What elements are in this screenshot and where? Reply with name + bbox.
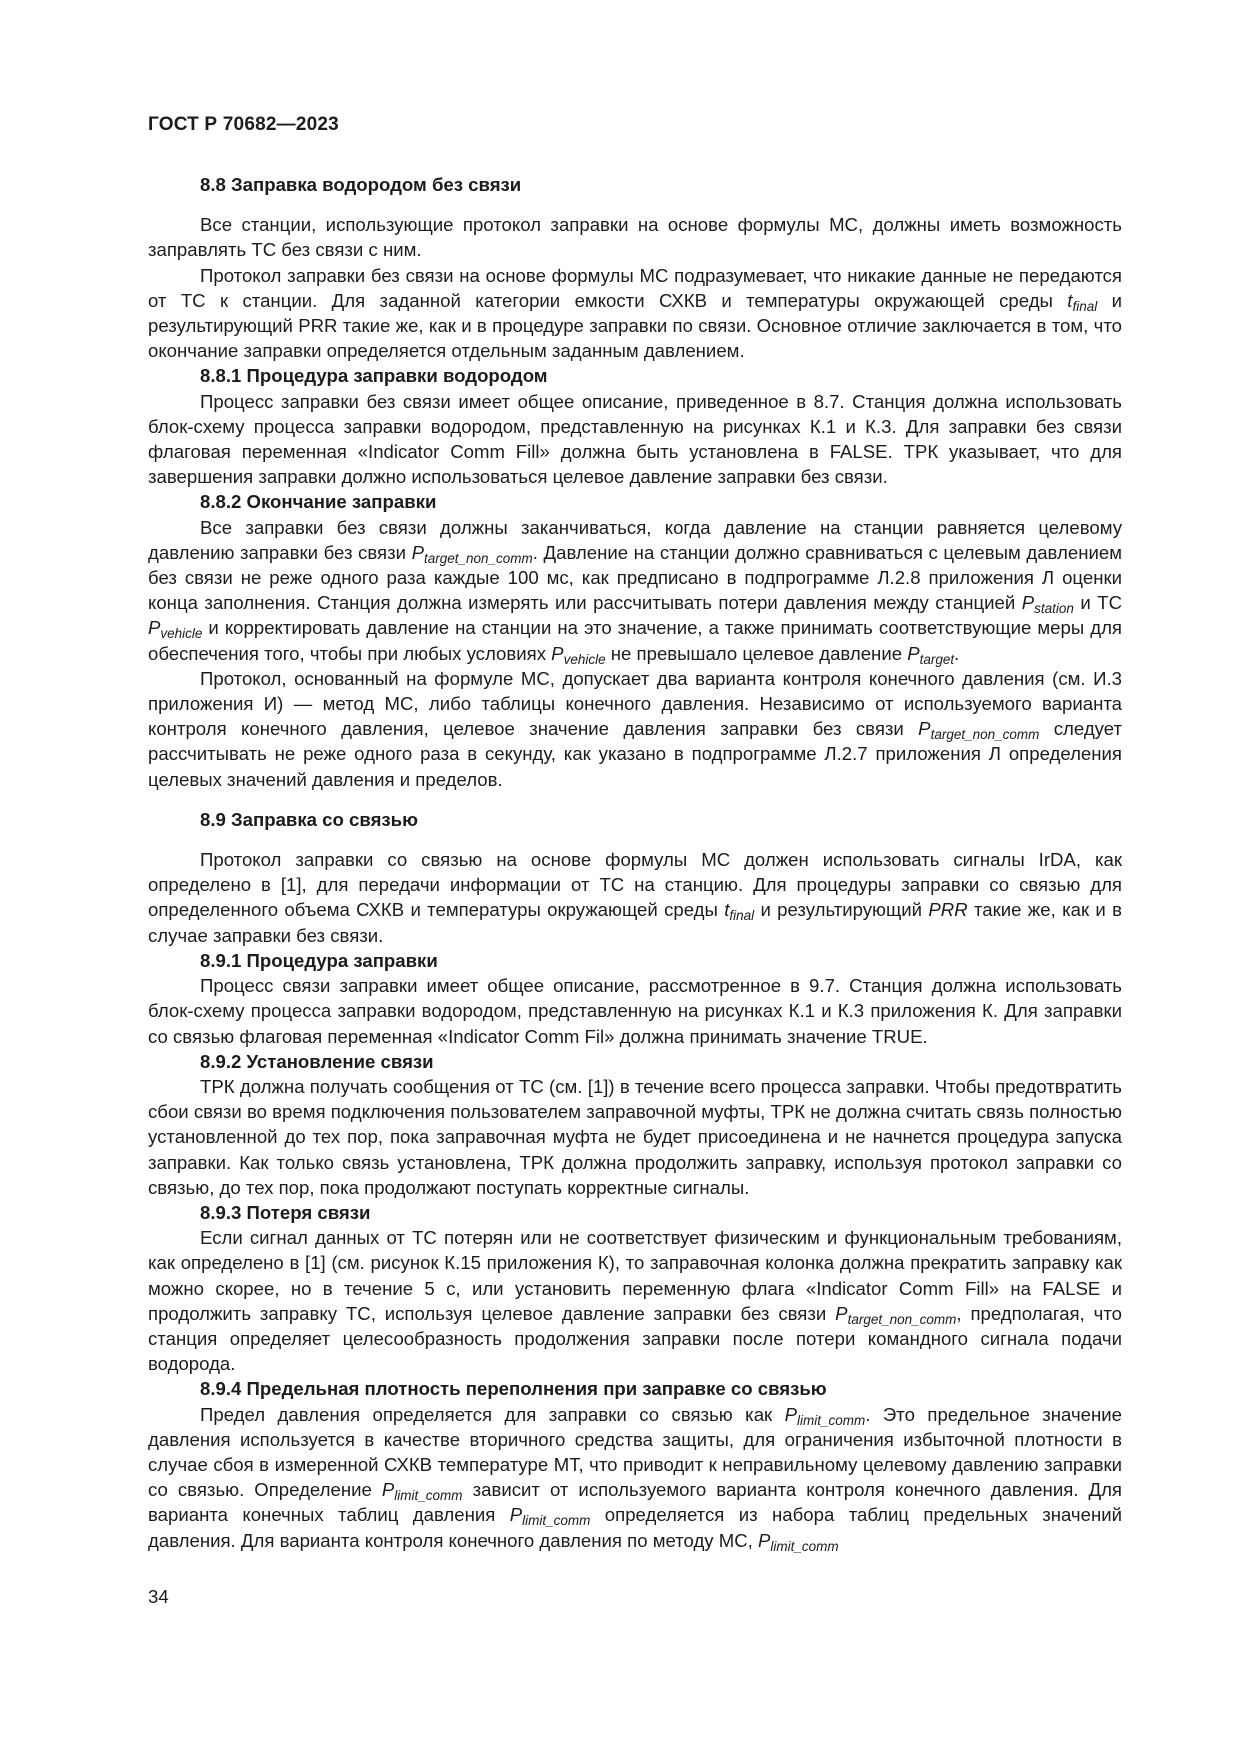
paragraph: Процесс связи заправки имеет общее описание, рассмотренное в 9.7. Станция должна использовать блок-схему процесса заправки водородом, представленную на рисунках К.1 и К.3 приложения К. Для заправки со связью флаговая переменная «Indicator Comm Fil» должна принимать значение TRUE. xyxy=(148,975,1122,1047)
section-heading-8-8-1: 8.8.1 Процедура заправки водородом xyxy=(200,365,548,387)
paragraph: Все заправки без связи должны заканчиваться, когда давление на станции равняется целевому давлению заправки без связи $P_{target\_non\_comm}$. Давление на станции должно сравниваться с целевым давлением без связи не реже одного раза каждые 100 мс, как предписано в подпрограмме Л.2.8 приложения Л оценки конца заполнения. Станция должна измерять или рассчитывать потери давления между станцией $P_{station}$ и ТС $P_{vehicle}$ и корректировать давление на станции на это значение, а также принимать соответствующие меры для обеспечения того, чтобы при любых условиях $P_{vehicle}$ не превышало целевое давление $P_{target}$. xyxy=(148,516,1122,667)
paragraph: Процесс заправки без связи имеет общее описание, приведенное в 8.7. Станция должна использовать блок-схему процесса заправки водородом, представленную на рисунках К.1 и К.3. Для заправки без связи флаговая переменная «Indicator Comm Fill» должна быть установлена в FALSE. ТРК указывает, что для завершения заправки должно использоваться целевое давление заправки без связи. xyxy=(148,390,1122,488)
paragraph: Протокол заправки без связи на основе формулы МС подразумевает, что никакие данные не передаются от ТС к станции. Для заданной категории емкости СХКВ и температуры окружающей среды $t_{final}$ и результирующий PRR такие же, как и в процедуре заправки по связи. Основное отличие заключается в том, что окончание заправки определяется отдельным заданным давлением. xyxy=(148,264,1122,362)
document-body xyxy=(148,172,1122,1553)
paragraph: ТРК должна получать сообщения от ТС (см. [1]) в течение всего процесса заправки. Чтобы предотвратить сбои связи во время подключения пользователем заправочной муфты, ТРК не должна считать связь полностью установленной до тех пор, пока заправочная муфта не будет присоединена и не начнется процедура запуска заправки. Как только связь установлена, ТРК должна продолжить заправку, используя протокол заправки со связью, до тех пор, пока продолжают поступать корректные сигналы. xyxy=(148,1075,1122,1198)
formula-p-target-non-comm: $P_{target\_non\_comm}$ xyxy=(411,541,533,566)
formula-p-target-non-comm: $P_{target\_non\_comm}$ xyxy=(918,718,1040,743)
formula-p-vehicle: $P_{vehicle}$ xyxy=(148,617,203,642)
formula-p-station: $P_{station}$ xyxy=(1021,592,1074,617)
formula-p-target-non-comm: $P_{target\_non\_comm}$ xyxy=(835,1302,957,1327)
paragraph: Протокол, основанный на формуле МС, допускает два варианта контроля конечного давления (см. И.3 приложения И) — метод МС, либо таблицы конечного давления. Независимо от используемого варианта контроля конечного давления, целевое значение давления заправки без связи $P_{target\_non\_comm}$ следует рассчитывать не реже одного раза в секунду, как указано в подпрограмме Л.2.7 приложения Л определения целевых значений давления и пределов. xyxy=(148,667,1123,790)
formula-p-limit-comm: $P_{limit\_comm}$ xyxy=(758,1529,839,1554)
section-heading-8-8-2: 8.8.2 Окончание заправки xyxy=(200,491,437,513)
formula-t-final: $t_{final}$ xyxy=(1067,289,1098,314)
paragraph: Все станции, использующие протокол заправки на основе формулы МС, должны иметь возможность заправлять ТС без связи с ним. xyxy=(148,214,1122,261)
paragraph: Если сигнал данных от ТС потерян или не соответствует физическим и функциональным требованиям, как определено в [1] (см. рисунок К.15 приложения К), то заправочная колонка должна прекратить заправку как можно скорее, но в течение 5 с, или установить переменную флага «Indicator Comm Fill» на FALSE и продолжить заправку ТС, используя целевое давление заправки без связи $P_{target\_non\_comm}$, предполагая, что станция определяет целесообразность продолжения заправки после потери командного сигнала подачи водорода. xyxy=(148,1227,1122,1375)
formula-prr: PRR xyxy=(928,899,968,921)
formula-p-target: $P_{target}$ xyxy=(907,642,955,667)
paragraph: Предел давления определяется для заправки со связью как $P_{limit\_comm}$. Это предельное значение давления используется в качестве вторичного средства защиты, для ограничения избыточной плотности в случае сбоя в измеренной СХКВ температуре МТ, что приводит к неправильному целевому давлению заправки со связью. Определение $P_{limit\_comm}$ зависит от используемого варианта контроля конечного давления. Для варианта конечных таблиц давления $P_{limit\_comm}$ определяется из набора таблиц предельных значений давления. Для варианта контроля конечного давления по методу МС, $P_{limit\_comm}$ xyxy=(148,1403,1122,1554)
section-heading-8-9: 8.9 Заправка со связью xyxy=(200,808,418,830)
formula-p-limit-comm: $P_{limit\_comm}$ xyxy=(784,1403,866,1428)
formula-p-vehicle: $P_{vehicle}$ xyxy=(551,642,606,667)
formula-p-limit-comm: $P_{limit\_comm}$ xyxy=(509,1504,591,1529)
section-heading-8-9-4: 8.9.4 Предельная плотность переполнения при заправке со связью xyxy=(200,1378,827,1400)
formula-p-limit-comm: $P_{limit\_comm}$ xyxy=(381,1479,463,1504)
document-header: ГОСТ Р 70682—2023 xyxy=(148,114,339,135)
paragraph: Протокол заправки со связью на основе формулы МС должен использовать сигналы IrDA, как определено в [1], для передачи информации от ТС на станцию. Для процедуры заправки со связью для определенного объема СХКВ и температуры окружающей среды $t_{final}$ и результирующий PRR такие же, как и в случае заправки без связи. xyxy=(148,849,1122,946)
section-heading-8-9-2: 8.9.2 Установление связи xyxy=(200,1050,434,1072)
section-heading-8-9-3: 8.9.3 Потеря связи xyxy=(200,1201,371,1223)
section-heading-8-9-1: 8.9.1 Процедура заправки xyxy=(200,949,438,971)
page-number: 34 xyxy=(148,1586,169,1607)
formula-t-final: $t_{final}$ xyxy=(724,899,755,924)
section-heading-8-8: 8.8 Заправка водородом без связи xyxy=(200,174,522,195)
